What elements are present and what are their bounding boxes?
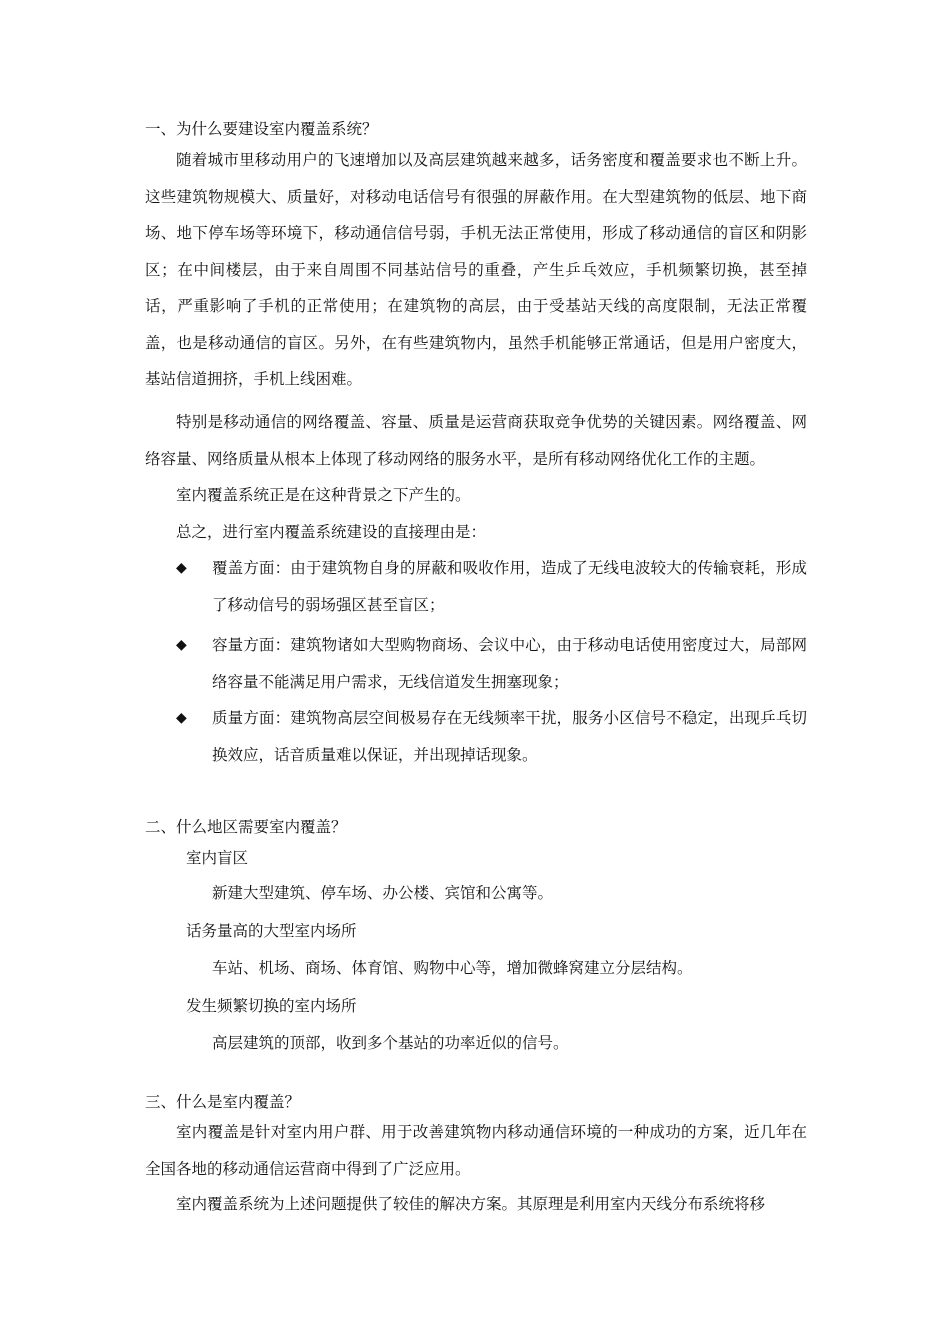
area-title-high-traffic: 话务量高的大型室内场所 bbox=[186, 922, 357, 940]
section-2-heading: 二、什么地区需要室内覆盖？ bbox=[145, 818, 347, 836]
section-3-heading: 三、什么是室内覆盖？ bbox=[145, 1093, 301, 1111]
area-title-blind-zone: 室内盲区 bbox=[186, 849, 249, 867]
section-1-heading: 一、为什么要建设室内覆盖系统？ bbox=[145, 120, 378, 138]
section-3-paragraph-1: 室内覆盖是针对室内用户群、用于改善建筑物内移动通信环境的一种成功的方案，近几年在全国各地的移动通信运营商中得到了广泛应用。 bbox=[145, 1123, 807, 1178]
diamond-bullet-icon: ◆ bbox=[176, 560, 187, 576]
area-desc-frequent-handover: 高层建筑的顶部，收到多个基站的功率近似的信号。 bbox=[212, 1034, 569, 1052]
bullet-item-coverage bbox=[176, 550, 807, 623]
diamond-bullet-icon: ◆ bbox=[176, 710, 187, 726]
section-1-paragraph-1: 随着城市里移动用户的飞速增加以及高层建筑越来越多，话务密度和覆盖要求也不断上升。这些建筑物规模大、质量好，对移动电话信号有很强的屏蔽作用。在大型建筑物的低层、地下商场、地下停车场等环境下，移动通信信号弱，手机无法正常使用，形成了移动通信的盲区和阴影区；在中间楼层，由于来自周围不同基站信号的重叠，产生乒乓效应，手机频繁切换，甚至掉话，严重影响了手机的正常使用；在建筑物的高层，由于受基站天线的高度限制，无法正常覆盖，也是移动通信的盲区。另外，在有些建筑物内，虽然手机能够正常通话，但是用户密度大，基站信道拥挤，手机上线困难。 bbox=[145, 151, 807, 388]
area-title-frequent-handover: 发生频繁切换的室内场所 bbox=[186, 997, 357, 1015]
section-1-paragraph-3: 室内覆盖系统正是在这种背景之下产生的。 bbox=[176, 486, 471, 504]
area-desc-high-traffic: 车站、机场、商场、体育馆、购物中心等，增加微蜂窝建立分层结构。 bbox=[212, 959, 693, 977]
diamond-bullet-icon: ◆ bbox=[176, 637, 187, 653]
section-1-paragraph-4: 总之，进行室内覆盖系统建设的直接理由是： bbox=[176, 523, 487, 541]
bullet-item-capacity bbox=[176, 627, 807, 700]
section-1-paragraph-2: 特别是移动通信的网络覆盖、容量、质量是运营商获取竞争优势的关键因素。网络覆盖、网络容量、网络质量从根本上体现了移动网络的服务水平，是所有移动网络优化工作的主题。 bbox=[145, 413, 807, 468]
bullet-item-quality bbox=[176, 700, 807, 773]
bullet-text: 质量方面：建筑物高层空间极易存在无线频率干扰，服务小区信号不稳定，出现乒乓切换效应，话音质量难以保证，并出现掉话现象。 bbox=[212, 709, 807, 764]
area-desc-blind-zone: 新建大型建筑、停车场、办公楼、宾馆和公寓等。 bbox=[212, 884, 554, 902]
section-3-paragraph-2: 室内覆盖系统为上述问题提供了较佳的解决方案。其原理是利用室内天线分布系统将移 bbox=[176, 1195, 766, 1213]
bullet-text: 容量方面：建筑物诸如大型购物商场、会议中心，由于移动电话使用密度过大，局部网络容量不能满足用户需求，无线信道发生拥塞现象； bbox=[212, 636, 807, 691]
bullet-text: 覆盖方面：由于建筑物自身的屏蔽和吸收作用，造成了无线电波较大的传输衰耗，形成了移动信号的弱场强区甚至盲区； bbox=[212, 559, 807, 614]
